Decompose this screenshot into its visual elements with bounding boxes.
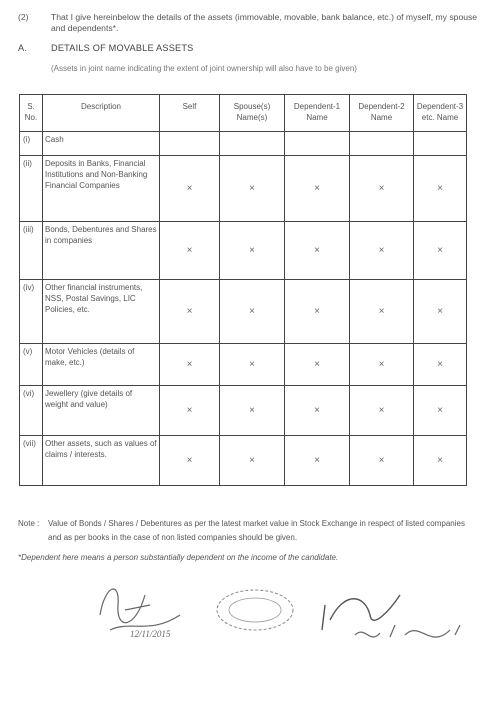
mark-dependent-1: × <box>285 386 350 436</box>
mark-self: × <box>160 344 220 386</box>
header-dependent-3: Dependent-3 etc. Name <box>414 95 467 132</box>
table-row <box>20 222 467 280</box>
mark-dependent-2: × <box>350 344 414 386</box>
mark-self: × <box>160 156 220 222</box>
handwritten-signature-left <box>90 575 200 645</box>
mark-dependent-1: × <box>285 280 350 344</box>
intro-text: That I give hereinbelow the details of the assets (immovable, movable, bank balance, etc.) of myself, my spouse and dependents*. <box>51 12 478 33</box>
mark-dependent-1: × <box>285 156 350 222</box>
header-description: Description <box>43 95 160 132</box>
mark-dependent-1: × <box>285 344 350 386</box>
section-heading <box>18 43 194 53</box>
header-spouse: Spouse(s) Name(s) <box>220 95 285 132</box>
header-sno: S. No. <box>20 95 43 132</box>
row-description: Other assets, such as values of claims / interests. <box>43 436 160 486</box>
row-sno: (ii) <box>20 156 43 222</box>
table-row <box>20 436 467 486</box>
table-row <box>20 156 467 222</box>
row-description: Jewellery (give details of weight and value) <box>43 386 160 436</box>
mark-dependent-2: × <box>350 386 414 436</box>
mark-dependent-3: × <box>414 436 467 486</box>
mark-dependent-2: × <box>350 436 414 486</box>
row-description: Other financial instruments, NSS, Postal Savings, LIC Policies, etc. <box>43 280 160 344</box>
intro-number: (2) <box>18 12 29 22</box>
table-row <box>20 280 467 344</box>
mark-dependent-2: × <box>350 280 414 344</box>
mark-spouse: × <box>220 156 285 222</box>
mark-self <box>160 132 220 156</box>
header-dependent-1: Dependent-1 Name <box>285 95 350 132</box>
mark-dependent-3: × <box>414 222 467 280</box>
mark-dependent-2 <box>350 132 414 156</box>
row-sno: (vii) <box>20 436 43 486</box>
row-sno: (i) <box>20 132 43 156</box>
dependent-definition: *Dependent here means a person substantially dependent on the income of the candidate. <box>18 553 339 562</box>
mark-self: × <box>160 222 220 280</box>
row-sno: (iv) <box>20 280 43 344</box>
row-sno: (vi) <box>20 386 43 436</box>
row-sno: (iii) <box>20 222 43 280</box>
table-row <box>20 386 467 436</box>
row-sno: (v) <box>20 344 43 386</box>
mark-spouse <box>220 132 285 156</box>
mark-spouse: × <box>220 386 285 436</box>
table-row <box>20 344 467 386</box>
mark-dependent-2: × <box>350 222 414 280</box>
header-dependent-2: Dependent-2 Name <box>350 95 414 132</box>
mark-self: × <box>160 436 220 486</box>
note-label: Note : <box>18 519 40 528</box>
mark-self: × <box>160 280 220 344</box>
mark-dependent-1 <box>285 132 350 156</box>
signature-date: 12/11/2015 <box>130 629 171 639</box>
row-description: Motor Vehicles (details of make, etc.) <box>43 344 160 386</box>
mark-dependent-1: × <box>285 222 350 280</box>
mark-dependent-2: × <box>350 156 414 222</box>
mark-dependent-3: × <box>414 156 467 222</box>
note-text: Value of Bonds / Shares / Debentures as per the latest market value in Stock Exchange in respect of listed companies and as per books in the case of non listed companies should be given. <box>48 519 465 542</box>
mark-dependent-3 <box>414 132 467 156</box>
joint-ownership-note: (Assets in joint name indicating the extent of joint ownership will also have to be given) <box>51 64 357 73</box>
table-row <box>20 132 467 156</box>
official-seal <box>210 585 300 635</box>
mark-dependent-3: × <box>414 280 467 344</box>
table-header-row <box>20 95 467 132</box>
movable-assets-table <box>19 94 467 486</box>
mark-self: × <box>160 386 220 436</box>
header-self: Self <box>160 95 220 132</box>
row-description: Bonds, Debentures and Shares in companies <box>43 222 160 280</box>
mark-spouse: × <box>220 344 285 386</box>
mark-dependent-3: × <box>414 386 467 436</box>
mark-dependent-1: × <box>285 436 350 486</box>
mark-dependent-3: × <box>414 344 467 386</box>
row-description: Deposits in Banks, Financial Institutions and Non-Banking Financial Companies <box>43 156 160 222</box>
handwritten-signature-right <box>310 575 480 655</box>
mark-spouse: × <box>220 222 285 280</box>
row-description: Cash <box>43 132 160 156</box>
section-title: DETAILS OF MOVABLE ASSETS <box>51 43 194 53</box>
section-letter: A. <box>18 43 28 53</box>
mark-spouse: × <box>220 436 285 486</box>
mark-spouse: × <box>220 280 285 344</box>
